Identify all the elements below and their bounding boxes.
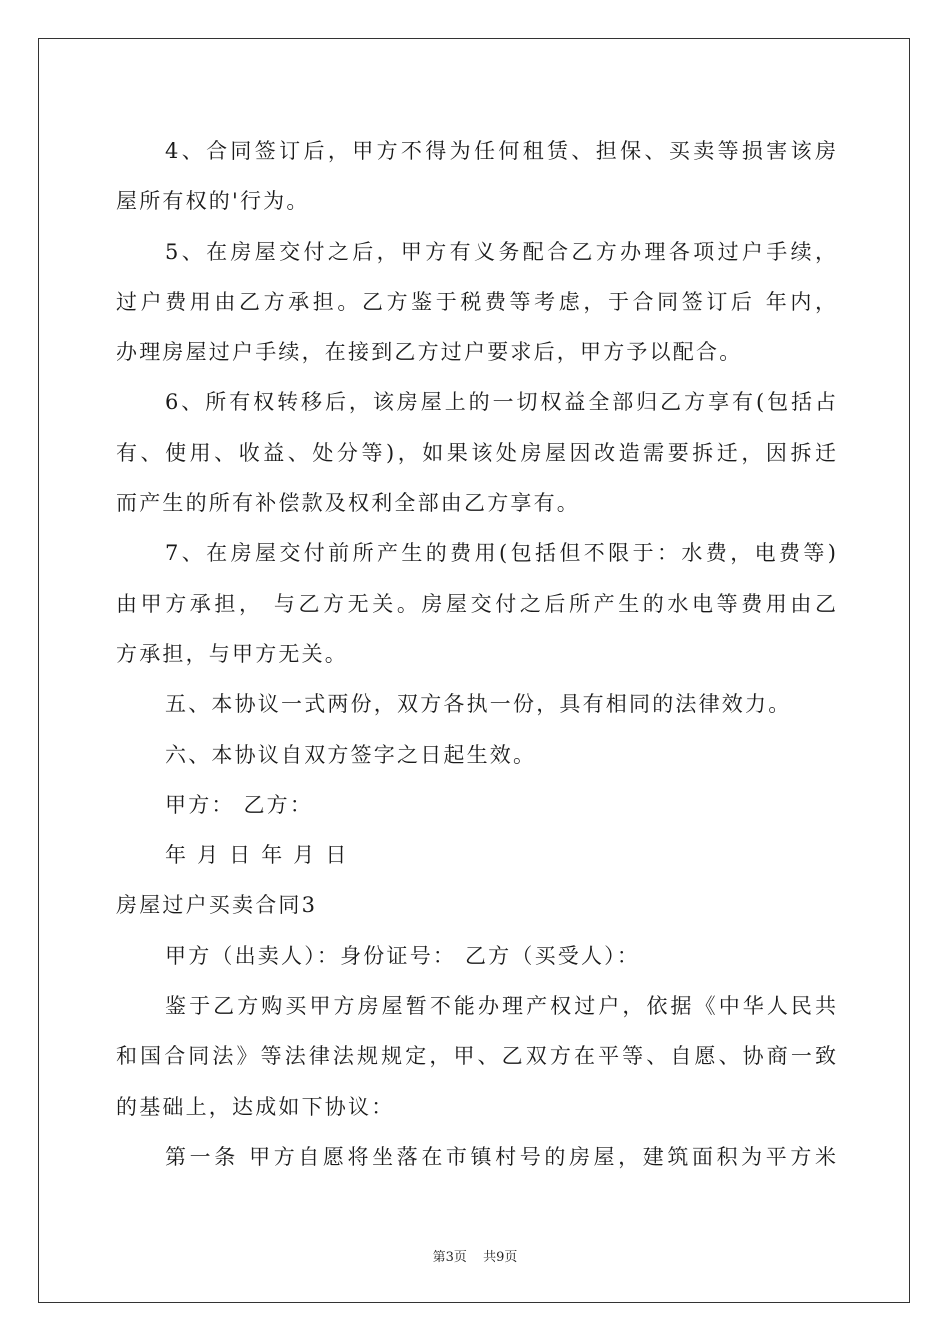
signature-parties: 甲方： 乙方： [165, 792, 314, 817]
preamble-line-1: 鉴于乙方购买甲方房屋暂不能办理产权过户，依据《中华人民共 [165, 994, 836, 1019]
clause-7-line-2: 由甲方承担， 与乙方无关。房屋交付之后所产生的水电等费用由乙 [116, 591, 836, 616]
clause-7-line-1: 7、在房屋交付前所产生的费用(包括但不限于：水费，电费等) [165, 541, 836, 566]
clause-6-line-3: 而产生的所有补偿款及权利全部由乙方享有。 [116, 491, 580, 516]
clause-4-line-2: 屋所有权的'行为。 [116, 189, 310, 214]
contract-title: 房屋过户买卖合同3 [116, 893, 318, 918]
party-info: 甲方（出卖人）：身份证号： 乙方（买受人）： [165, 943, 641, 968]
section-5: 五、本协议一式两份，双方各执一份，具有相同的法律效力。 [165, 692, 792, 717]
page-total: 共9页 [483, 1250, 518, 1265]
page-footer [0, 1246, 950, 1265]
article-1-line-1: 第一条 甲方自愿将坐落在市镇村号的房屋，建筑面积为平方米 [165, 1144, 836, 1169]
clause-5-line-3: 办理房屋过户手续，在接到乙方过户要求后，甲方予以配合。 [116, 340, 743, 365]
section-6: 六、本协议自双方签字之日起生效。 [165, 742, 537, 767]
document-body [116, 126, 836, 1182]
preamble-line-3: 的基础上，达成如下协议： [116, 1094, 395, 1119]
page-number: 第3页 [432, 1250, 467, 1265]
clause-5-line-2: 过户费用由乙方承担。乙方鉴于税费等考虑，于合同签订后 年内， [116, 289, 836, 314]
signature-dates: 年 月 日 年 月 日 [165, 843, 349, 868]
clause-5-line-1: 5、在房屋交付之后，甲方有义务配合乙方办理各项过户手续， [165, 239, 836, 264]
clause-7-line-3: 方承担，与甲方无关。 [116, 641, 348, 666]
clause-4-line-1: 4、合同签订后，甲方不得为任何租赁、担保、买卖等损害该房 [165, 139, 836, 163]
clause-6-line-1: 6、所有权转移后，该房屋上的一切权益全部归乙方享有(包括占 [165, 390, 836, 415]
preamble-line-2: 和国合同法》等法律法规规定，甲、乙双方在平等、自愿、协商一致 [116, 1044, 836, 1069]
clause-6-line-2: 有、使用、收益、处分等)，如果该处房屋因改造需要拆迁，因拆迁 [116, 440, 836, 465]
